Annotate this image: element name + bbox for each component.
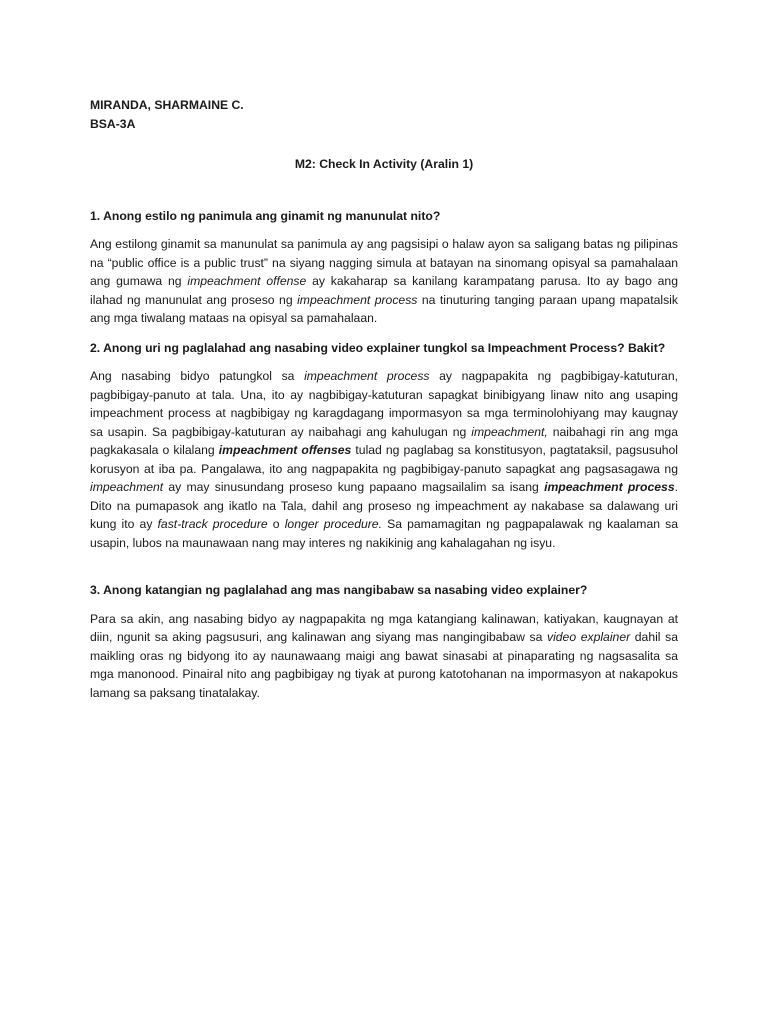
answer-text: dahil sa maikling oras ng bidyong ito ay naunawaang maigi ang bawat sinasabi at pinaparating ng nagsasalita sa mga manonood. Pinairal nito ang pagbibigay ng tiyak at purong katotohanan na impormasyon at nakapokus lamang sa paksang tinatalakay. [90,630,678,700]
answer-text: o [267,517,285,531]
answer-text: na tinuturing tanging paraan upang mapatalsik ang mga tiwalang mataas na opisyal sa pamahalaan. [90,292,678,325]
answer-italic: impeachment offense [187,274,307,288]
answer-italic: fast-track procedure [157,517,268,531]
answer-text: ay nagpapakita ng pagbibigay-katuturan, pagbibigay-panuto at tala. Una, ito ay nagbibigay-katuturan sapagkat binibigyang linaw nito ang usaping impeachment process at nagbibigay ng karagdagang impormasyon sa mga terminolohiyang may kaugnay sa usapin. Sa pagbibigay-katuturan ay naibahagi ang kahulugan ng [90,369,678,439]
answer-text: Sa pamamagitan ng pagpapalawak ng kaalaman sa usapin, lubos na maunawaan nang may interes ng nakikinig ang kahalagahan ng isyu. [90,517,678,550]
answer-text: . Dito na pumapasok ang ikatlo na Tala, dahil ang proseso ng impeachment ay nakabase sa dalawang uri kung ito ay [90,480,678,531]
question-2: 2. Anong uri ng paglalahad ang nasabing video explainer tungkol sa Impeachment Process? Bakit? [90,340,666,355]
answer-text: tulad ng paglabag sa konstitusyon, pagtataksil, pagsusuhol korusyon at iba pa. Pangalawa, ito ang nagpapakita ng pagbibigay-panuto sapagkat ang pagsasagawa ng [90,443,678,476]
answer-2 [90,367,678,552]
answer-bold-italic: impeachment process [544,480,675,494]
student-section: BSA-3A [90,116,136,131]
answer-text: Ang nasabing bidyo patungkol sa [90,369,305,383]
answer-text: naibahagi rin ang mga pagkakasala o kilalang [90,424,678,457]
answer-italic: impeachment, [471,424,548,439]
answer-bold-italic: impeachment offenses [218,443,352,457]
answer-italic: video explainer [546,630,631,644]
answer-text: Para sa akin, ang nasabing bidyo ay nagpapakita ng mga katangiang kalinawan, katiyakan, kaugnayan at diin, ngunit sa aking pagsusuri, ang kalinawan ang siyang mas nangingibabaw sa [90,611,678,644]
answer-italic: impeachment [90,480,164,494]
answer-text: ay may sinusundang proseso kung papaano magsailalim sa isang [163,480,545,494]
answer-italic: longer procedure. [284,517,382,531]
document-title: M2: Check In Activity (Aralin 1) [294,157,474,171]
answer-1 [90,235,678,328]
answer-italic: impeachment process [297,292,418,307]
answer-text: Ang estilong ginamit sa manunulat sa panimula ay ang pagsisipi o halaw ayon sa saligang batas ng pilipinas na “public office is a public trust” na siyang nagging simula at batayan na sinomang opisyal sa pamahalaan ang gumawa ng [90,237,678,288]
student-name: MIRANDA, SHARMAINE C. [90,98,244,112]
answer-3 [90,610,678,703]
question-3: 3. Anong katangian ng paglalahad ang mas nangibabaw sa nasabing video explainer? [90,583,588,597]
question-1: 1. Anong estilo ng panimula ang ginamit ng manunulat nito? [90,208,441,223]
answer-text: ay kakaharap sa kanilang karampatang parusa. Ito ay bago ang ilahad ng manunulat ang proseso ng [90,274,678,307]
answer-italic: impeachment process [304,369,430,383]
